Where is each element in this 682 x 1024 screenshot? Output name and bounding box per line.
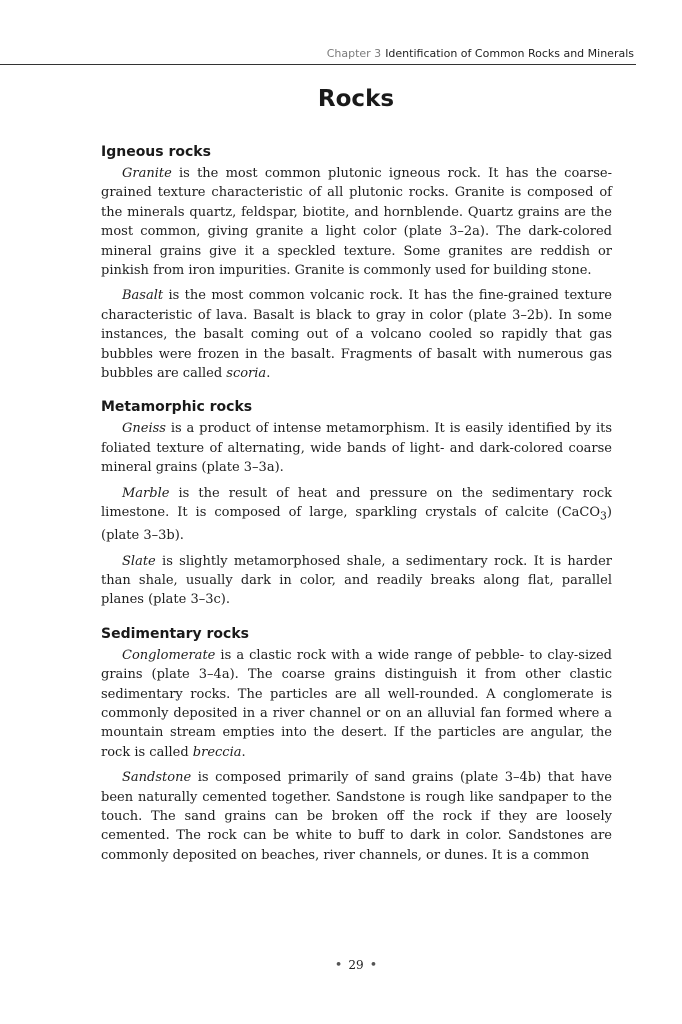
page-title: Rocks	[317, 86, 395, 112]
section-heading-igneous: Igneous rocks	[101, 144, 211, 160]
section-heading-metamorphic: Metamorphic rocks	[101, 399, 253, 416]
subscript-3: 3	[600, 509, 607, 523]
header-rule	[0, 64, 636, 65]
term-marble: Marble	[122, 485, 170, 501]
page-folio	[0, 958, 682, 973]
bullet-left: •	[334, 958, 343, 973]
chapter-title: Identification of Common Rocks and Minerals	[385, 47, 634, 60]
bullet-right: •	[369, 958, 378, 973]
page-body	[101, 144, 612, 881]
paragraph-basalt: Basalt is the most common volcanic rock. It has the fine-grained texture characteristic of lava. Basalt is black to gray in color (plate 3–2b). In some instances, the basalt coming out of a volcano cooled so rapidly that gas bubbles were frozen in the basalt. Fragments of basalt with numerous gas bubbles are called scoria.	[101, 288, 612, 382]
term-sandstone: Sandstone	[122, 770, 192, 786]
term-gneiss: Gneiss	[122, 421, 166, 437]
section-sedimentary-rocks	[101, 626, 612, 865]
term-slate: Slate	[122, 553, 156, 569]
paragraph-marble: Marble is the result of heat and pressure on the sedimentary rock limestone. It is composed of large, sparkling crystals of calcite (CaCO$_3$) (plate 3–3b).	[101, 485, 612, 544]
paragraph-granite: Granite is the most common plutonic igneous rock. It has the coarse-grained texture characteristic of all plutonic rocks. Granite is composed of the minerals quartz, feldspar, biotite, and hornblende. Quartz grains are the most common, giving granite a light color (plate 3–2a). The dark-colored mineral grains give it a speckled texture. Some granites are reddish or pinkish from iron impurities. Granite is commonly used for building stone.	[101, 166, 612, 279]
running-head	[0, 47, 634, 60]
paragraph-sandstone: Sandstone is composed primarily of sand grains (plate 3–4b) that have been naturally cemented together. Sandstone is rough like sandpaper to the touch. The sand grains can be broken off the rock if they are loosely cemented. The rock can be white to buff to dark in color. Sandstones are commonly deposited on beaches, river channels, or dunes. It is a common	[101, 770, 612, 863]
term-granite: Granite	[122, 166, 172, 181]
section-metamorphic-rocks	[101, 399, 612, 609]
chapter-label: Chapter 3	[326, 47, 382, 60]
page-number: 29	[348, 958, 364, 972]
term-conglomerate: Conglomerate	[122, 647, 216, 663]
term-scoria: scoria	[226, 366, 267, 382]
term-basalt: Basalt	[122, 288, 164, 304]
paragraph-gneiss: Gneiss is a product of intense metamorphism. It is easily identified by its foliated texture of alternating, wide bands of light- and dark-colored coarse mineral grains (plate 3–3a).	[101, 421, 612, 476]
term-breccia: breccia	[192, 744, 242, 760]
section-heading-sedimentary: Sedimentary rocks	[101, 625, 249, 642]
paragraph-conglomerate: Conglomerate is a clastic rock with a wide range of pebble- to clay-sized grains (plate 3–4a). The coarse grains distinguish it from other clastic sedimentary rocks. The particles are all well-rounded. A conglomerate is commonly deposited in a river channel or on an alluvial fan formed where a mountain stream empties into the desert. If the particles are angular, the rock is called breccia.	[101, 647, 612, 760]
section-igneous-rocks	[101, 144, 612, 383]
paragraph-slate: Slate is slightly metamorphosed shale, a sedimentary rock. It is harder than shale, usually dark in color, and readily breaks along flat, parallel planes (plate 3–3c).	[101, 553, 612, 608]
